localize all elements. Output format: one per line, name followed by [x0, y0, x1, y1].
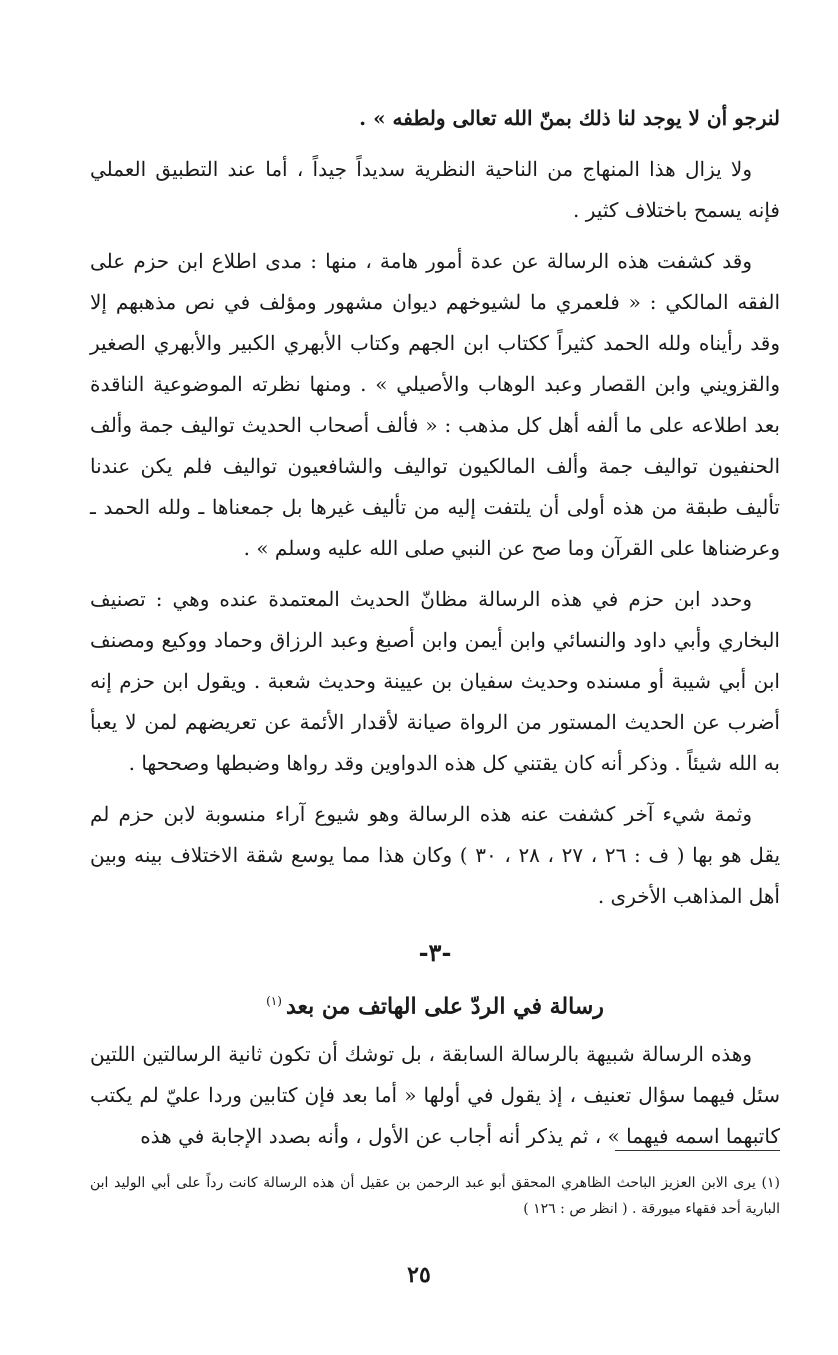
paragraph-4: وحدد ابن حزم في هذه الرسالة مظانّ الحديث المعتمدة عنده وهي : تصنيف البخاري وأبي داود والنسائي وابن أيمن وابن أصبغ وعبد الرزاق وحماد ووكيع ومصنف ابن أبي شيبة أو مسنده وحديث سفيان بن عيينة وحديث شعبة . ويقول ابن حزم إنه أضرب عن الحديث المستور من الرواة صيانة لأقدار الأئمة عن تعريضهم لمن لا يعبأ به الله شيئاً . وذكر أنه كان يقتني كل هذه الدواوين وقد رواها وضبطها وصححها .	[90, 587, 780, 775]
section-title-text: رسالة في الردّ على الهاتف من بعد	[285, 993, 604, 1020]
footnote-1: (١) يرى الابن العزيز الباحث الظاهري المحقق أبو عبد الرحمن بن عقيل أن هذه الرسالة كانت رداً على أبي الوليد ابن البارية أحد فقهاء ميورقة . ( انظر ص : ١٢٦ )	[90, 1175, 780, 1217]
footnotes	[90, 1170, 780, 1222]
page-number: ٢٥	[407, 1262, 431, 1288]
main-text	[90, 98, 780, 1167]
footnote-marker: (١)	[266, 994, 282, 1008]
section-title	[90, 981, 780, 1026]
paragraph-1: لنرجو أن لا يوجد لنا ذلك بمنّ الله تعالى ولطفه » .	[359, 106, 780, 130]
footnote-divider	[615, 1150, 780, 1151]
paragraph-5: وثمة شيء آخر كشفت عنه هذه الرسالة وهو شيوع آراء منسوبة لابن حزم لم يقل هو بها ( ف : ٢٦ ، ٢٧ ، ٢٨ ، ٣٠ ) وكان هذا مما يوسع شقة الاختلاف بينه وبين أهل المذاهب الأخرى .	[90, 802, 781, 908]
paragraph-3: وقد كشفت هذه الرسالة عن عدة أمور هامة ، منها : مدى اطلاع ابن حزم على الفقه المالكي : « فلعمري ما لشيوخهم ديوان مشهور ومؤلف في نص مذهبهم إلا وقد رأيناه ولله الحمد كثيراً ككتاب ابن الجهم وكتاب الأبهري الكبير والأبهري الصغير والقزويني وابن القصار وعبد الوهاب والأصيلي » . ومنها نظرته الموضوعية الناقدة بعد اطلاعه على ما ألفه أهل كل مذهب : « فألف أصحاب الحديث تواليف جمة وألف الحنفيون تواليف جمة وألف المالكيون تواليف والشافعيون تواليف فلم يكن عندنا تأليف طبقة من هذه أولى أن يلتفت إليه من تأليف غيرها بل جمعناها ـ ولله الحمد ـ وعرضناها على القرآن وما صح عن النبي صلى الله عليه وسلم » .	[90, 249, 780, 560]
section-paragraph-1: وهذه الرسالة شبيهة بالرسالة السابقة ، بل توشك أن تكون ثانية الرسالتين اللتين سئل فيهما سؤال تعنيف ، إذ يقول في أولها « أما بعد فإن كتابين وردا عليّ لم يكتب كاتبهما اسمه فيهما » ، ثم يذكر أنه أجاب عن الأول ، وأنه بصدد الإجابة في هذه	[90, 1042, 780, 1149]
section-number: -٣-	[418, 938, 452, 967]
paragraph-2: ولا يزال هذا المنهاج من الناحية النظرية سديداً جيداً ، أما عند التطبيق العملي فإنه يسمح باختلاف كثير .	[90, 157, 780, 222]
